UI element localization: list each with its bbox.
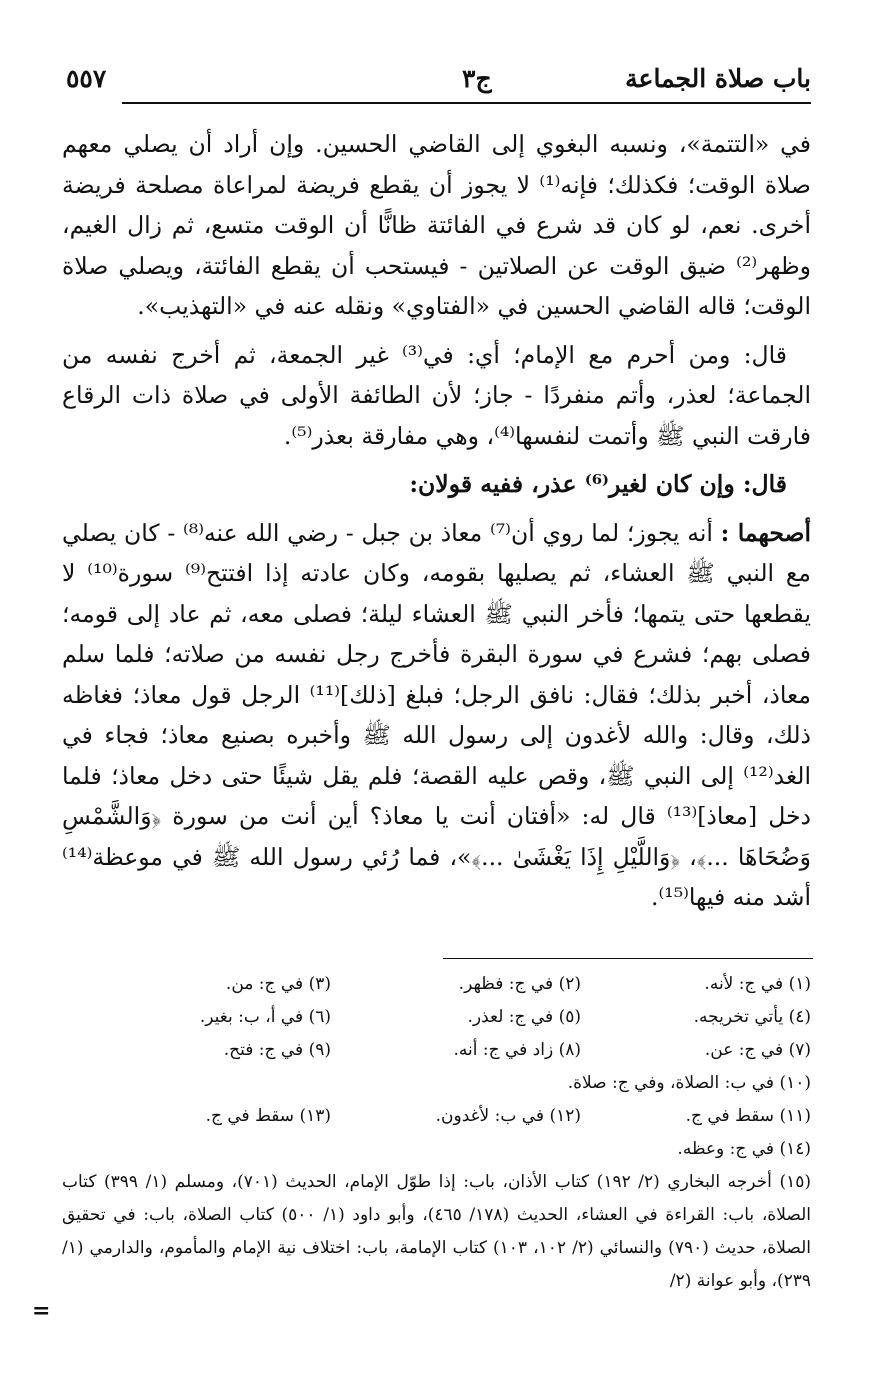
footnote-14: (١٤) في ج: وعظه. <box>677 1139 811 1159</box>
footnote-6: (٦) في أ، ب: بغير. <box>199 1007 331 1027</box>
paragraph-4 <box>62 513 811 918</box>
footnote-13: (١٣) سقط في ج. <box>205 1106 331 1126</box>
footnote-15: (١٥) أخرجه البخاري (٢/ ١٩٢) كتاب الأذان، باب: إذا طوّل الإمام، الحديث (٧٠١)، ومسلم (١/ ٣٩٩) كتاب الصلاة، باب: القراءة في العشاء، الحديث (١٧٨/ ٤٦٥)، وأبو داود (١/ ٥٠٠) كتاب الصلاة، باب: في تحقيق الصلاة، حديث (٧٩٠) والنسائي (٢/ ١٠٢، ١٠٣) كتاب الإمامة، باب: اختلاف نية الإمام والمأموم، والدارمي (١/ ٢٣٩)، وأبو عوانة (٢/ <box>62 1172 812 1291</box>
footnote-2: (٢) في ج: فظهر. <box>458 974 581 994</box>
footnote-5: (٥) في ج: لعذر. <box>467 1007 581 1027</box>
footnotes <box>62 968 811 1298</box>
main-text <box>62 124 811 926</box>
footnote-8: (٨) زاد في ج: أنه. <box>453 1040 581 1060</box>
continuation-mark: = <box>32 1298 51 1324</box>
paragraph-3: قال: وإن كان لغير⁽⁶⁾ عذر، ففيه قولان: <box>409 470 787 498</box>
footnote-row <box>62 1034 811 1067</box>
footnote-7: (٧) في ج: عن. <box>704 1040 811 1060</box>
paragraph-1: في «التتمة»، ونسبه البغوي إلى القاضي الحسين. وإن أراد أن يصلي معهم صلاة الوقت؛ فكذلك؛ فإنه⁽¹⁾ لا يجوز أن يقطع فريضة لمراعاة مصلحة فريضة أخرى. نعم، لو كان قد شرع في الفائتة ظانًّا أن الوقت متسع، ثم زال الغيم، وظهر⁽²⁾ ضيق الوقت عن الصلاتين - فيستحب أن يقطع الفائتة، ويصلي صلاة الوقت؛ قاله القاضي الحسين في «الفتاوي» ونقله عنه في «التهذيب». <box>62 130 811 320</box>
footnote-1: (١) في ج: لأنه. <box>704 974 811 994</box>
footnote-9: (٩) في ج: فتح. <box>223 1040 331 1060</box>
paragraph-4-text: أنه يجوز؛ لما روي أن⁽⁷⁾ معاذ بن جبل - رضي الله عنه⁽⁸⁾ - كان يصلي مع النبي ﷺ العشاء، ثم يصليها بقومه، وكان عادته إذا افتتح⁽⁹⁾ سورة⁽¹⁰⁾ لا يقطعها حتى يتمها؛ فأخر النبي ﷺ العشاء ليلة؛ فصلى معه، ثم عاد إلى قومه؛ فصلى بهم؛ فشرع في سورة البقرة فأخرج رجل نفسه من صلاته؛ فلما سلم معاذ، أخبر بذلك؛ فقال: نافق الرجل؛ فبلغ [ذلك]⁽¹¹⁾ الرجل قول معاذ؛ فغاظه ذلك، وقال: والله لأغدون إلى رسول الله ﷺ وأخبره بصنيع معاذ؛ فجاء في الغد⁽¹²⁾ إلى النبي ﷺ، وقص عليه القصة؛ فلم يقل شيئًا حتى دخل معاذ؛ فلما دخل [معاذ]⁽¹³⁾ قال له: «أفتان أنت يا معاذ؟ أين أنت من سورة ﴿وَالشَّمْسِ وَضُحَاهَا ...﴾، ﴿وَاللَّيْلِ إِذَا يَغْشَىٰ ...﴾»، فما رُئي رسول الله ﷺ في موعظة⁽¹⁴⁾ أشد منه فيها⁽¹⁵⁾. <box>62 518 811 911</box>
page-number: ٥٥٧ <box>66 64 107 93</box>
paragraph-2: قال: ومن أحرم مع الإمام؛ أي: في⁽³⁾ غير الجمعة، ثم أخرج نفسه من الجماعة؛ لعذر، وأتم منفردًا - جاز؛ لأن الطائفة الأولى في صلاة ذات الرقاع فارقت النبي ﷺ وأتمت لنفسها⁽⁴⁾، وهي مفارقة بعذر⁽⁵⁾. <box>62 340 811 450</box>
chapter-title: باب صلاة الجماعة <box>625 64 811 93</box>
footnote-3: (٣) في ج: من. <box>225 974 331 994</box>
footnote-row <box>62 1001 811 1034</box>
footnote-10: (١٠) في ب: الصلاة، وفي ج: صلاة. <box>567 1073 811 1093</box>
header-rule <box>122 102 811 104</box>
footnote-4: (٤) يأتي تخريجه. <box>693 1007 811 1027</box>
footnote-12: (١٢) في ب: لأغدون. <box>435 1106 581 1126</box>
footnote-row <box>62 1100 811 1133</box>
footnote-11: (١١) سقط في ج. <box>685 1106 811 1126</box>
paragraph-4-lead: أصحهما : <box>720 518 811 547</box>
running-header <box>62 60 811 100</box>
footnote-row <box>62 968 811 1001</box>
footnote-rule <box>443 958 813 959</box>
volume-label: ج٣ <box>462 64 492 93</box>
